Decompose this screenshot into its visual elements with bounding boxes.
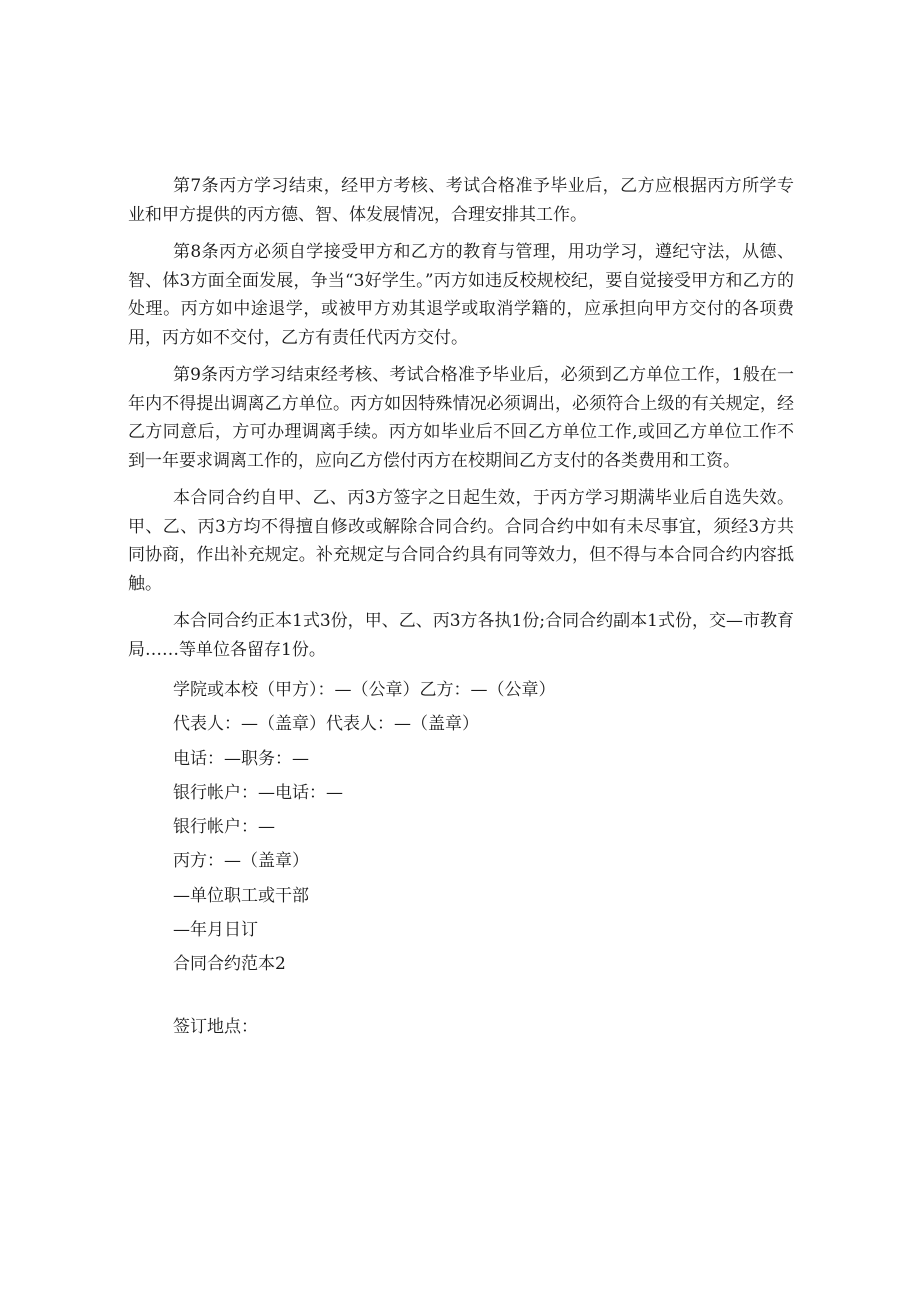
- signature-line-bank: 银行帐户：—: [173, 817, 275, 838]
- signature-line-phone: 电话：—职务：—: [173, 748, 309, 769]
- signature-block: [128, 673, 794, 947]
- signature-line-date: —年月日订: [173, 920, 258, 941]
- signature-line-representatives: 代表人：—（盖章）代表人：—（盖章）: [173, 714, 479, 735]
- clause-9: 第9条丙方学习结束经考核、考试合格准予毕业后，必须到乙方单位工作，1般在一年内不得提出调离乙方单位。丙方如因特殊情况必须调出，必须符合上级的有关规定，经乙方同意后，方可办理调离手续。丙方如毕业后不回乙方单位工作,或回乙方单位工作不到一年要求调离工作的，应向乙方偿付丙方在校期间乙方支付的各类费用和工资。: [128, 365, 794, 471]
- effective-clause: 本合同合约自甲、乙、丙3方签字之日起生效，于丙方学习期满毕业后自选失效。甲、乙、丙3方均不得擅自修改或解除合同合约。合同合约中如有未尽事宜，须经3方共同协商，作出补充规定。补充规定与合同合约具有同等效力，但不得与本合同合约内容抵触。: [128, 488, 794, 594]
- signature-line-parties: 学院或本校（甲方）：—（公章）乙方：—（公章）: [173, 680, 556, 700]
- clause-7: 第7条丙方学习结束，经甲方考核、考试合格准予毕业后，乙方应根据丙方所学专业和甲方提供的丙方德、智、体发展情况，合理安排其工作。: [128, 176, 794, 225]
- signature-line-unit: —单位职工或干部: [173, 885, 309, 906]
- copies-clause: 本合同合约正本1式3份，甲、乙、丙3方各执1份;合同合约副本1式份，交—市教育局……等单位各留存1份。: [128, 611, 794, 660]
- signing-place-label: 签订地点：: [173, 1016, 258, 1037]
- next-contract-title: 合同合约范本2: [173, 954, 286, 975]
- signature-line-party-c: 丙方：—（盖章）: [173, 851, 309, 872]
- clause-8: 第8条丙方必须自学接受甲方和乙方的教育与管理，用功学习，遵纪守法，从德、智、体3方面全面发展，争当“3好学生。”丙方如违反校规校纪，要自觉接受甲方和乙方的处理。丙方如中途退学，或被甲方劝其退学或取消学籍的，应承担向甲方交付的各项费用，丙方如不交付，乙方有责任代丙方交付。: [128, 242, 794, 348]
- signature-line-bank-phone: 银行帐户：—电话：—: [173, 782, 343, 803]
- document-body: [128, 172, 794, 1044]
